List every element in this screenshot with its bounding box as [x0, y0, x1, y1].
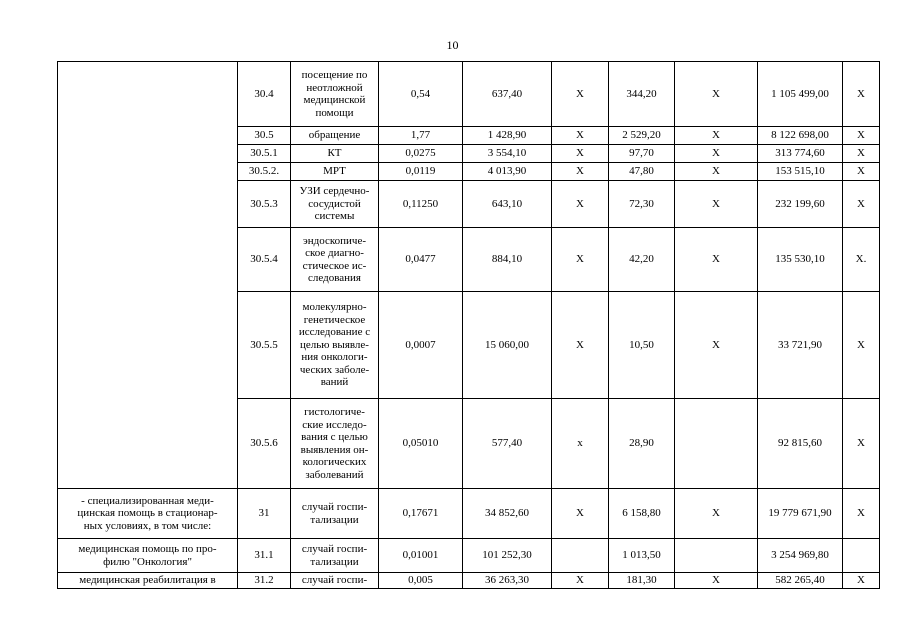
row-value-5: Х [675, 573, 758, 589]
row-value-7: Х [843, 127, 880, 145]
row-value-6: 153 515,10 [758, 163, 843, 181]
row-value-7: Х [843, 489, 880, 539]
row-code: 31.1 [238, 539, 291, 573]
row-value-6: 1 105 499,00 [758, 62, 843, 127]
row-description: медицинская реабилитация в [58, 573, 238, 589]
row-value-4: 28,90 [609, 399, 675, 489]
row-value-2: 101 252,30 [463, 539, 552, 573]
row-value-6: 232 199,60 [758, 181, 843, 228]
row-unit: посещение по неотложной медицинской помощи [291, 62, 379, 127]
row-value-1: 0,01001 [379, 539, 463, 573]
row-unit: случай госпи- [291, 573, 379, 589]
table-row [58, 62, 880, 127]
row-value-4: 344,20 [609, 62, 675, 127]
row-unit: случай госпи- тализации [291, 539, 379, 573]
row-value-5: Х [675, 127, 758, 145]
row-description [58, 62, 238, 489]
row-value-4: 6 158,80 [609, 489, 675, 539]
row-value-5: Х [675, 145, 758, 163]
row-unit: КТ [291, 145, 379, 163]
row-value-6: 582 265,40 [758, 573, 843, 589]
row-value-7 [843, 539, 880, 573]
row-value-3: Х [552, 163, 609, 181]
row-value-7: Х [843, 399, 880, 489]
row-value-3: Х [552, 292, 609, 399]
tariff-table [57, 61, 880, 589]
row-code: 31.2 [238, 573, 291, 589]
row-value-5: Х [675, 489, 758, 539]
row-value-2: 4 013,90 [463, 163, 552, 181]
row-value-5: Х [675, 292, 758, 399]
row-value-1: 0,005 [379, 573, 463, 589]
table-row [58, 539, 880, 573]
row-value-3: Х [552, 181, 609, 228]
row-code: 30.5.6 [238, 399, 291, 489]
row-value-3: Х [552, 228, 609, 292]
row-value-7: Х. [843, 228, 880, 292]
row-value-1: 0,0007 [379, 292, 463, 399]
row-code: 30.5.3 [238, 181, 291, 228]
row-value-6: 19 779 671,90 [758, 489, 843, 539]
row-value-3: Х [552, 127, 609, 145]
row-value-2: 3 554,10 [463, 145, 552, 163]
row-value-2: 34 852,60 [463, 489, 552, 539]
row-value-3 [552, 539, 609, 573]
row-value-1: 0,54 [379, 62, 463, 127]
row-value-1: 1,77 [379, 127, 463, 145]
row-value-1: 0,11250 [379, 181, 463, 228]
page-number: 10 [446, 38, 459, 52]
row-description: - специализированная меди- цинская помощь в стационар- ных условиях, в том числе: [58, 489, 238, 539]
row-value-1: 0,17671 [379, 489, 463, 539]
table-row [58, 573, 880, 589]
row-value-4: 181,30 [609, 573, 675, 589]
row-code: 30.5.5 [238, 292, 291, 399]
row-value-2: 36 263,30 [463, 573, 552, 589]
row-unit: случай госпи- тализации [291, 489, 379, 539]
table-row [58, 489, 880, 539]
row-value-5: Х [675, 181, 758, 228]
row-value-3: Х [552, 489, 609, 539]
row-value-3: Х [552, 62, 609, 127]
row-value-5: Х [675, 163, 758, 181]
row-value-6: 135 530,10 [758, 228, 843, 292]
row-value-2: 577,40 [463, 399, 552, 489]
row-value-7: Х [843, 62, 880, 127]
row-value-5 [675, 539, 758, 573]
row-value-5: Х [675, 62, 758, 127]
row-value-5 [675, 399, 758, 489]
row-value-6: 3 254 969,80 [758, 539, 843, 573]
row-code: 30.4 [238, 62, 291, 127]
row-code: 30.5.4 [238, 228, 291, 292]
row-value-1: 0,0275 [379, 145, 463, 163]
row-value-1: 0,05010 [379, 399, 463, 489]
row-value-2: 643,10 [463, 181, 552, 228]
row-value-2: 637,40 [463, 62, 552, 127]
row-value-3: х [552, 399, 609, 489]
row-value-7: Х [843, 145, 880, 163]
row-value-1: 0,0119 [379, 163, 463, 181]
row-value-4: 10,50 [609, 292, 675, 399]
row-value-4: 1 013,50 [609, 539, 675, 573]
row-value-6: 33 721,90 [758, 292, 843, 399]
row-unit: обращение [291, 127, 379, 145]
row-value-7: Х [843, 573, 880, 589]
row-value-4: 72,30 [609, 181, 675, 228]
row-description: медицинская помощь по про- филю "Онкология" [58, 539, 238, 573]
row-value-6: 92 815,60 [758, 399, 843, 489]
row-unit: УЗИ сердечно- сосудистой системы [291, 181, 379, 228]
row-value-7: Х [843, 292, 880, 399]
row-value-4: 47,80 [609, 163, 675, 181]
row-value-6: 8 122 698,00 [758, 127, 843, 145]
row-unit: эндоскопиче- ское диагно- стическое ис- следования [291, 228, 379, 292]
row-unit: гистологиче- ские исследо- вания с целью выявления он- кологических заболеваний [291, 399, 379, 489]
row-value-4: 97,70 [609, 145, 675, 163]
row-value-3: Х [552, 573, 609, 589]
row-value-2: 884,10 [463, 228, 552, 292]
row-code: 30.5 [238, 127, 291, 145]
row-code: 31 [238, 489, 291, 539]
row-value-1: 0,0477 [379, 228, 463, 292]
row-value-2: 1 428,90 [463, 127, 552, 145]
row-unit: молекулярно- генетическое исследование с целью выявле- ния онкологи- ческих заболе- ваний [291, 292, 379, 399]
row-code: 30.5.2. [238, 163, 291, 181]
row-value-2: 15 060,00 [463, 292, 552, 399]
row-value-6: 313 774,60 [758, 145, 843, 163]
row-value-3: Х [552, 145, 609, 163]
row-value-5: Х [675, 228, 758, 292]
row-value-7: Х [843, 163, 880, 181]
row-value-7: Х [843, 181, 880, 228]
row-code: 30.5.1 [238, 145, 291, 163]
row-unit: МРТ [291, 163, 379, 181]
row-value-4: 2 529,20 [609, 127, 675, 145]
row-value-4: 42,20 [609, 228, 675, 292]
